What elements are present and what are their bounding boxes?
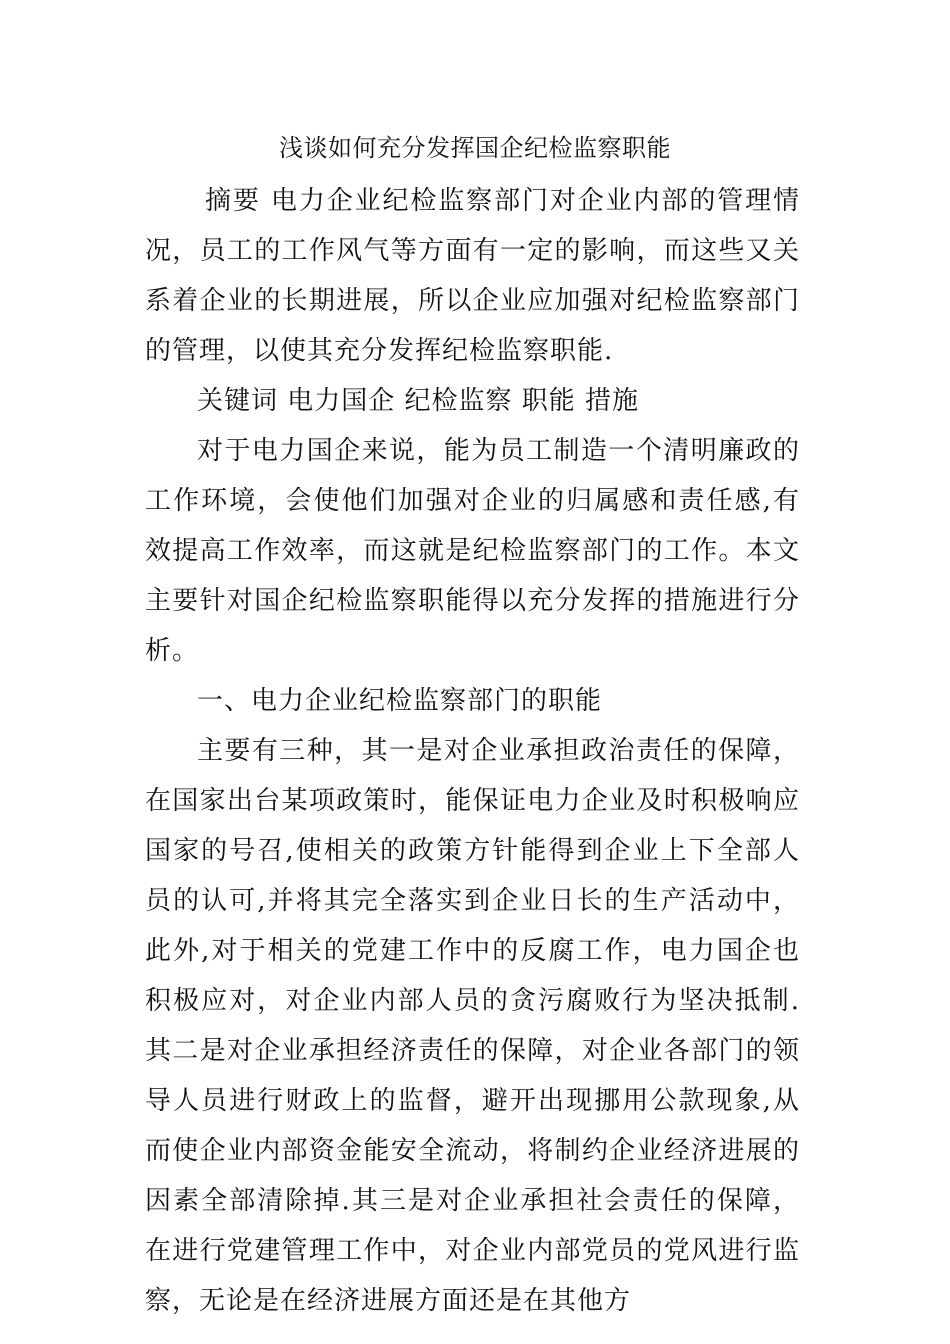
keywords-paragraph: 关键词 电力国企 纪检监察 职能 措施 [197,386,640,416]
document-body [145,176,800,1326]
section-1-heading: 一、电力企业纪检监察部门的职能 [197,686,603,716]
section-1-body: 主要有三种，其一是对企业承担政治责任的保障，在国家出台某项政策时，能保证电力企业及时积极响应国家的号召,使相关的政策方针能得到企业上下全部人员的认可,并将其完全落实到企业日长的生产活动中，此外,对于相关的党建工作中的反腐工作，电力国企也积极应对，对企业内部人员的贪污腐败行为坚决抵制.其二是对企业承担经济责任的保障，对企业各部门的领导人员进行财政上的监督，避开出现挪用公款现象,从而使企业内部资金能安全流动，将制约企业经济进展的因素全部清除掉.其三是对企业承担社会责任的保障，在进行党建管理工作中，对企业内部党员的党风进行监察，无论是在经济进展方面还是在其他方 [145,736,800,1316]
abstract-paragraph: 摘要 电力企业纪检监察部门对企业内部的管理情况，员工的工作风气等方面有一定的影响，而这些又关系着企业的长期进展，所以企业应加强对纪检监察部门的管理，以使其充分发挥纪检监察职能. [145,186,800,366]
document-title: 浅谈如何充分发挥国企纪检监察职能 [279,134,671,162]
intro-paragraph: 对于电力国企来说，能为员工制造一个清明廉政的工作环境，会使他们加强对企业的归属感和责任感,有效提高工作效率，而这就是纪检监察部门的工作。本文主要针对国企纪检监察职能得以充分发挥的措施进行分析。 [145,436,800,666]
